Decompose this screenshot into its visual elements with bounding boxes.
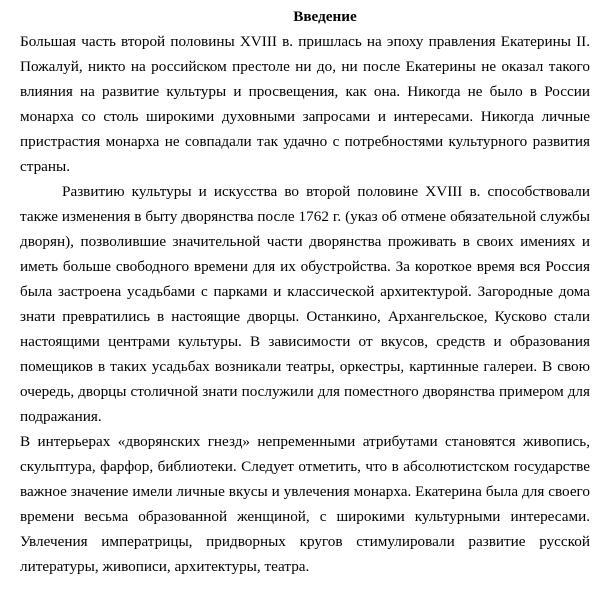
paragraph-3: В интерьерах «дворянских гнезд» непременными атрибутами становятся живопись, скульптура, фарфор, библиотеки. Следует отметить, что в абсолютистском государстве важное значение имели личные вкусы и увлечения монарха. Екатерина была для своего времени весьма образованной женщиной, с широкими культурными интересами. Увлечения императрицы, придворных кругов стимулировали развитие русской литературы, живописи, архитектуры, театра. [20, 433, 590, 575]
document-title: Введение [293, 8, 357, 25]
paragraph-1: Большая часть второй половины XVIII в. пришлась на эпоху правления Екатерины II. Пожалуй, никто на российском престоле ни до, ни после Екатерины не оказал такого влияния на развитие культуры и просвещения, как она. Никогда не было в России монарха со столь широкими духовными запросами и интересами. Никогда личные пристрастия монарха не совпадали так удачно с потребностями культурного развития страны. [20, 33, 590, 175]
paragraph-2: Развитию культуры и искусства во второй половине XVIII в. способствовали также изменения в быту дворянства после 1762 г. (указ об отмене обязательной службы дворян), позволившие значительной части дворянства проживать в своих имениях и иметь больше свободного времени для их обустройства. За короткое время вся Россия была застроена усадьбами с парками и классической архитектурой. Загородные дома знати превратились в настоящие дворцы. Останкино, Архангельское, Кусково стали настоящими центрами культуры. В зависимости от вкусов, средств и образования помещиков в таких усадьбах возникали театры, оркестры, картинные галереи. В свою очередь, дворцы столичной знати послужили для поместного дворянства примером для подражания. [20, 183, 590, 425]
